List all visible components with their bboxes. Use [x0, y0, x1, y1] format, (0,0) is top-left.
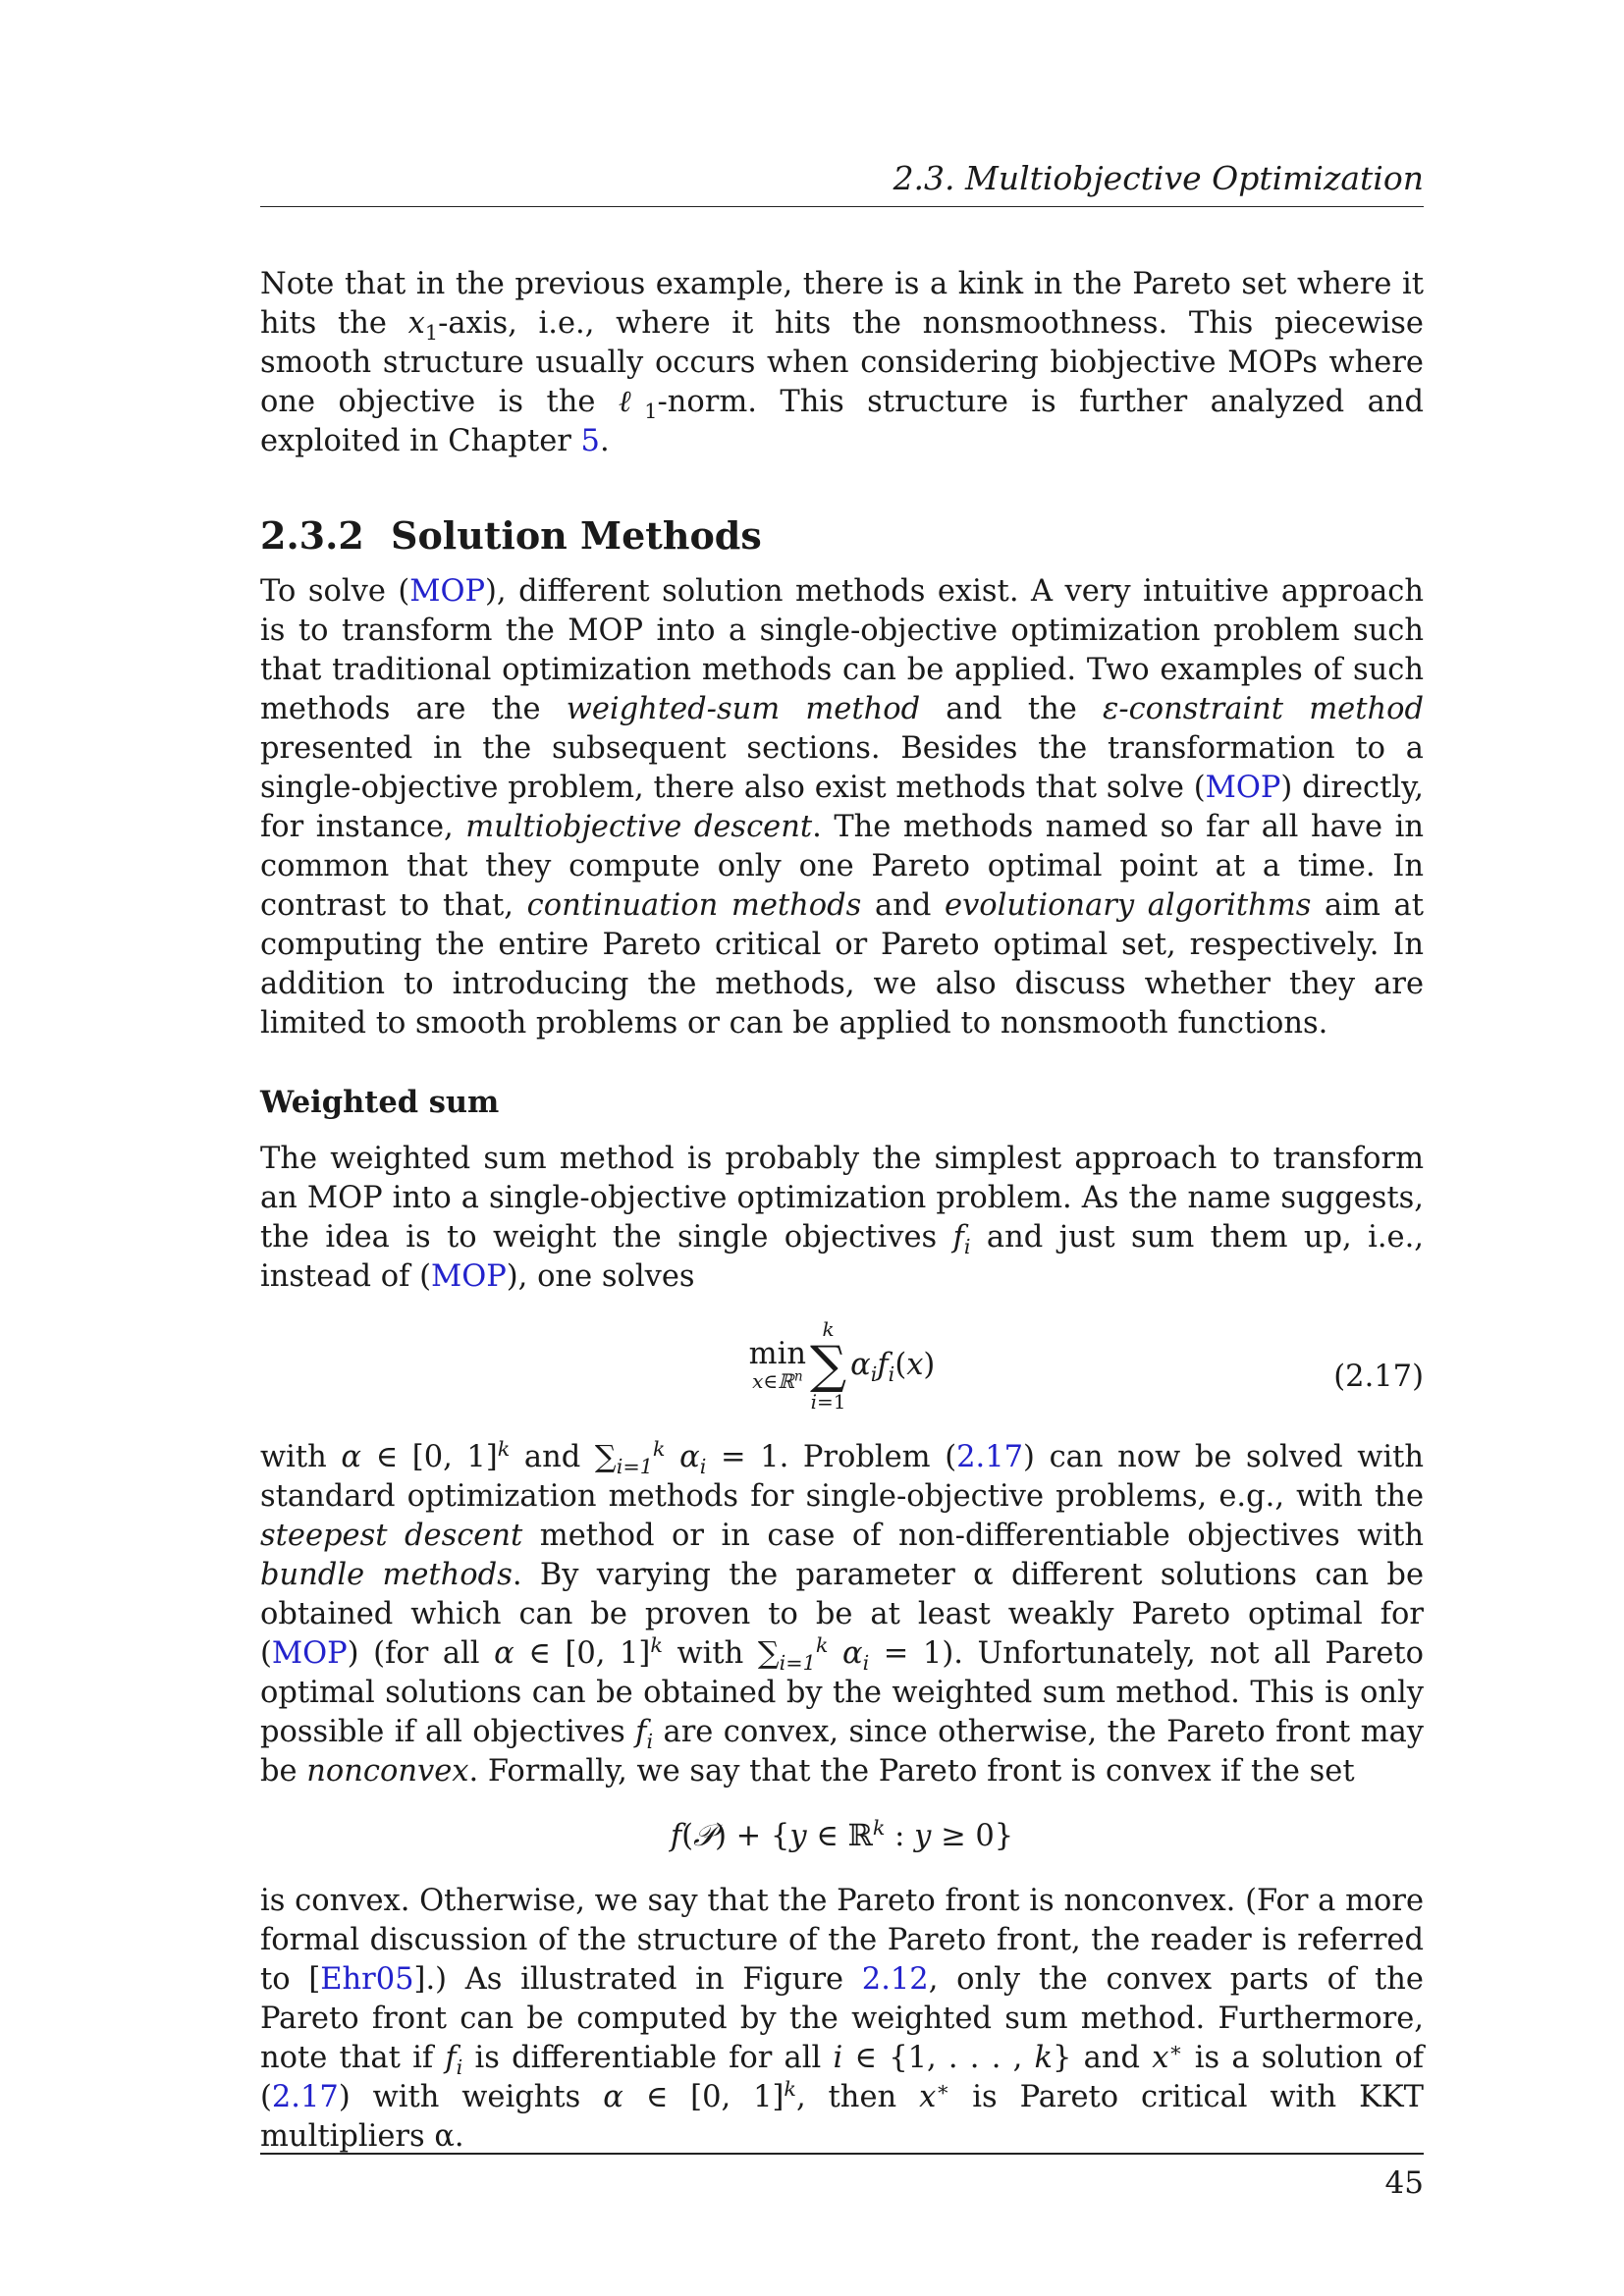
section-heading — [260, 512, 1424, 560]
math-l1: ℓ$_1$ — [618, 385, 658, 424]
figure-link[interactable]: 2.12 — [861, 1962, 929, 1997]
page-number: 45 — [1384, 2165, 1424, 2201]
section-number: 2.3.2 — [260, 513, 364, 558]
chapter-link[interactable]: 5 — [580, 424, 600, 458]
convex-set-formula: f(𝒫) + {y ∈ ℝ$^k$ : y ≥ 0} — [670, 1815, 1014, 1853]
solution-methods-paragraph: To solve (MOP), different solution methods exist. A very intuitive approach is to transform the MOP into a single-objective optimization problem such that traditional optimization methods can be applied. Two examples of such methods are the weighted-sum method and the ε-constraint method presented in the subsequent sections. Besides the transformation to a single-objective problem, there also exist methods that solve (MOP) directly, for instance, multiobjective descent. The methods named so far all have in common that they compute only one Pareto optimal point at a time. In contrast to that, continuation methods and evolutionary algorithms aim at computing the entire Pareto critical or Pareto optimal set, respectively. In addition to introducing the methods, we also discuss whether they are limited to smooth problems or can be applied to nonsmooth functions. — [260, 574, 1424, 1041]
intro-paragraph: Note that in the previous example, there is a kink in the Pareto set where it hits the $x_1$-axis, i.e., where it hits the nonsmoothness. This piecewise smooth structure usually occurs when considering biobjective MOPs where one objective is the ℓ$_1$-norm. This structure is further analyzed and exploited in Chapter 5. — [260, 267, 1424, 458]
weighted-sum-paragraph-3: is convex. Otherwise, we say that the Pareto front is nonconvex. (For a more formal discussion of the structure of the Pareto front, the reader is referred to [Ehr05].) As illustrated in Figure 2.12, only the convex parts of the Pareto front can be computed by the weighted sum method. Furthermore, note that if $f_i$ is differentiable for all i ∈ {1, . . . , k} and x∗ is a solution of (2.17) with weights α ∈ [0, 1]$^k$, then x∗ is Pareto critical with KKT multipliers α. — [260, 1884, 1425, 2154]
footer-rule — [260, 2153, 1424, 2155]
weighted-sum-paragraph-2: with α ∈ [0, 1]$^k$ and $\sum_{i=1}^k$ $\alpha_i = 1$. Problem (2.17) can now be solved with standard optimization methods for single-objective problems, e.g., with the steepest descent method or in case of non-differentiable objectives with bundle methods. By varying the parameter α different solutions can be obtained which can be proven to be at least weakly Pareto optimal for (MOP) (for all α ∈ [0, 1]$^k$ with $\sum_{i=1}^k$ $\alpha_i = 1$). Unfortunately, not all Pareto optimal solutions can be obtained by the weighted sum method. This is only possible if all objectives $f_i$ are convex, since otherwise, the Pareto front may be nonconvex. Formally, we say that the Pareto front is convex if the set — [260, 1436, 1424, 1789]
equation-link[interactable]: 2.17 — [956, 1440, 1024, 1474]
math-x1: $x_1$ — [407, 306, 439, 346]
mop-link[interactable]: MOP — [1205, 771, 1281, 805]
citation-link[interactable]: Ehr05 — [320, 1962, 414, 1997]
page-body — [260, 265, 1424, 2157]
mop-link[interactable]: MOP — [271, 1636, 348, 1671]
equation-number: (2.17) — [1333, 1360, 1424, 1394]
equation-link[interactable]: 2.17 — [271, 2080, 339, 2114]
header-rule — [260, 206, 1424, 207]
weighted-sum-heading: Weighted sum — [260, 1085, 500, 1120]
weighted-sum-paragraph-1: The weighted sum method is probably the simplest approach to transform an MOP into a single-objective optimization problem. As the name suggests, the idea is to weight the single objectives $f_i$ and just sum them up, i.e., instead of (MOP), one solves — [260, 1142, 1424, 1294]
weighted-sum-formula: min x∈ℝ$^n$ k ∑ i=1 $\alpha_if_i(x)$ — [748, 1317, 936, 1414]
mop-link[interactable]: MOP — [409, 574, 486, 609]
equation-2-17 — [260, 1318, 1424, 1416]
section-title: Solution Methods — [391, 513, 762, 558]
mop-link[interactable]: MOP — [431, 1259, 507, 1294]
running-header: 2.3. Multiobjective Optimization — [893, 159, 1424, 197]
